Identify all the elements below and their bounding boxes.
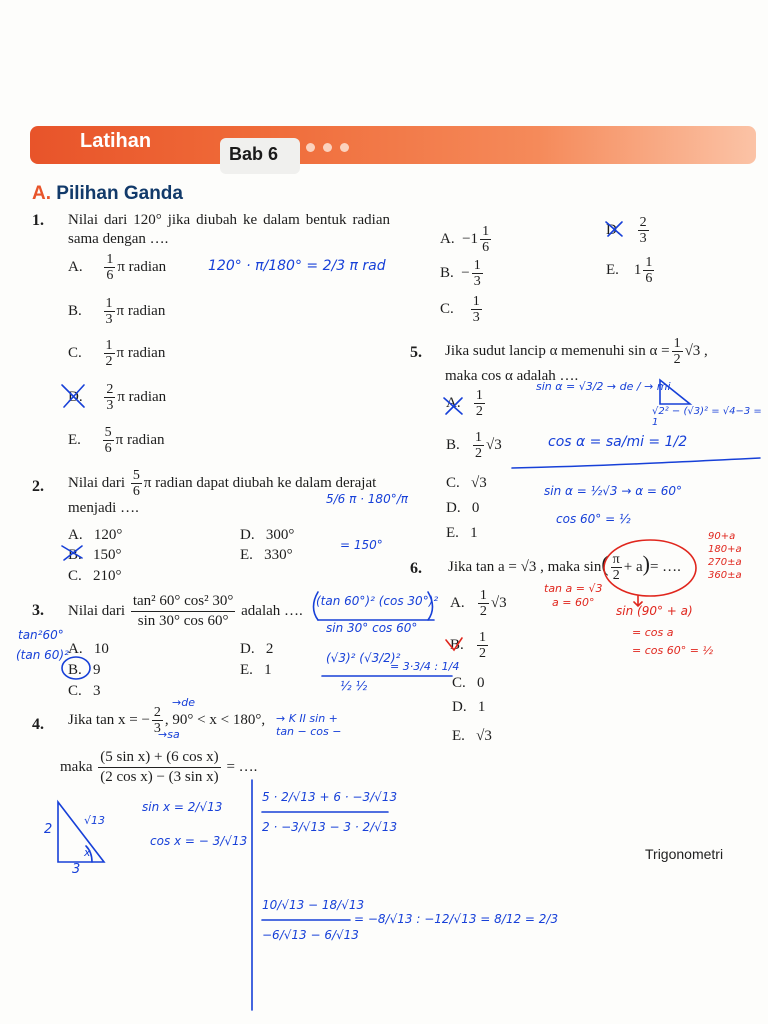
- q4-step2-num: 10/√13 − 18/√13: [262, 898, 365, 912]
- q4-option-a: A. −1 $\frac{1}{6}$: [440, 224, 490, 255]
- q3-option-e: E. 1: [240, 662, 272, 678]
- q1-option-c: C. $\frac{1}{2}$ π radian: [68, 338, 166, 369]
- q1-option-e: E. $\frac{5}{6}$ π radian: [68, 425, 165, 456]
- q3-left-b: (tan 60)²: [16, 648, 69, 662]
- q3-work-top: (tan 60°)² (cos 30°)²: [316, 594, 439, 608]
- q3-option-a: A. 10: [68, 641, 109, 657]
- q4-triangle-side-b: 3: [72, 862, 81, 877]
- q5-option-a: A. $\frac{1}{2}$: [446, 388, 483, 419]
- q4-number: 4.: [32, 716, 44, 733]
- q1-handwork: 120° · π/180° = 2/3 π rad: [208, 258, 386, 274]
- q6-side-note: 90+a 180+a 270±a 360±a: [708, 531, 742, 581]
- q4-option-d: D. $\frac{2}{3}$: [606, 215, 647, 246]
- q5-text: Jika sudut lancip α memenuhi sin α = $\frac{1}{2}$ √3 , maka cos α adalah ….: [445, 336, 708, 384]
- q3-work-mid: (√3)² (√3/2)²: [326, 651, 401, 665]
- q5-option-c: C. √3: [446, 475, 487, 491]
- section-name: Pilihan Ganda: [56, 183, 183, 204]
- q5-cos-note: cos α = sa/mi = 1/2: [548, 434, 688, 450]
- q4-triangle-hyp: √13: [84, 814, 106, 827]
- q4-step2-den: −6/√13 − 6/√13: [262, 928, 359, 942]
- q5-number: 5.: [410, 344, 422, 361]
- q1-option-a: A. $\frac{1}{6}$ π radian: [68, 252, 167, 283]
- q5-option-d: D. 0: [446, 500, 480, 516]
- q4-expression: maka $\frac{\text{(5 sin x) + (6 cos x)}}{\text{(2 cos x) − (3 sin x)}}$ = ….: [60, 749, 258, 785]
- section-letter: A.: [32, 183, 51, 204]
- q4-triangle: [58, 802, 104, 862]
- q4-text: Jika tan x = − $\frac{2}{3}$ , 90° < x < 180°,: [68, 705, 266, 736]
- q4-triangle-side-a: 2: [44, 822, 53, 837]
- q5-underline: [512, 458, 760, 468]
- q2-handwork-a: 5/6 π · 180°/π: [326, 492, 408, 506]
- q3-option-c: C. 3: [68, 683, 101, 699]
- chapter-label: Bab 6: [229, 144, 279, 164]
- q6-number: 6.: [410, 560, 422, 577]
- q4-option-e: E. 1 $\frac{1}{6}$: [606, 255, 653, 286]
- q1-option-d: D. $\frac{2}{3}$ π radian: [68, 382, 167, 413]
- header-dots: [306, 139, 357, 157]
- q3-number: 3.: [32, 602, 44, 619]
- q2-option-a: A. 120°: [68, 527, 123, 543]
- q4-cos-value: cos x = − 3/√13: [150, 834, 248, 848]
- q5-triangle-note: √2² − (√3)² = √4−3 = 1: [652, 406, 762, 428]
- q6-option-c: C. 0: [452, 675, 485, 691]
- q4-arrow-de: →de: [172, 696, 195, 709]
- q2-handwork-b: = 150°: [340, 538, 383, 552]
- q2-text: Nilai dari $\frac{5}{6}$ π radian dapat diubah ke dalam derajat menjadi ….: [68, 468, 377, 516]
- q6-option-b: B. $\frac{1}{2}$: [450, 630, 487, 661]
- q6-option-e: E. √3: [452, 728, 492, 744]
- q5-option-e: E. 1: [446, 525, 478, 541]
- q2-number: 2.: [32, 478, 44, 495]
- q5-sin-note-2: sin α = ½√3 → α = 60°: [544, 484, 683, 498]
- q2-option-b: B. 150°: [68, 547, 122, 563]
- footer-chapter-name: Trigonometri: [645, 846, 724, 862]
- q3-work-result: = 3·3/4 : 1/4: [390, 660, 460, 673]
- q4-step3: = −8/√13 : −12/√13 = 8/12 = 2/3: [354, 912, 559, 926]
- q2-option-e: E. 330°: [240, 547, 293, 563]
- q4-step1-den: 2 · −3/√13 − 3 · 2/√13: [262, 820, 398, 834]
- q3-work-top-den: sin 30° cos 60°: [326, 621, 418, 635]
- q4-option-b: B. − $\frac{1}{3}$: [440, 258, 481, 289]
- q2-option-c: C. 210°: [68, 568, 122, 584]
- q1-number: 1.: [32, 212, 44, 229]
- q2-option-d: D. 300°: [240, 527, 295, 543]
- section-title: [32, 183, 183, 205]
- q5-option-b: B. $\frac{1}{2}$ √3: [446, 430, 502, 461]
- q3-option-d: D. 2: [240, 641, 274, 657]
- q4-step1-num: 5 · 2/√13 + 6 · −3/√13: [262, 790, 398, 804]
- q3-work-mid-den: ½ ½: [340, 679, 368, 693]
- q6-result-note: = cos 60° = ½: [632, 644, 714, 657]
- q6-sin-note: sin (90° + a): [616, 604, 693, 618]
- q5-cos-note-2: cos 60° = ½: [556, 512, 631, 526]
- q6-cos-note: = cos a: [632, 626, 674, 639]
- q1-text: Nilai dari 120° jika diubah ke dalam bentuk radian sama dengan ….: [68, 212, 390, 247]
- q3-left-a: tan²60°: [18, 628, 64, 642]
- q6-text: Jika tan a = √3 , maka sin( $\frac{\pi}{2}$ + a)= ….: [448, 550, 681, 583]
- q4-sin-value: sin x = 2/√13: [142, 800, 223, 814]
- header-title: Latihan: [80, 130, 152, 152]
- q4-option-c: C. $\frac{1}{3}$: [440, 294, 480, 325]
- q4-triangle-angle: x: [84, 846, 91, 859]
- q1-option-b: B. $\frac{1}{3}$ π radian: [68, 296, 166, 327]
- q3-text: Nilai dari $\frac{\text{tan² 60° cos² 30°}}{\sin 30^\circ \cos 60^\circ}$ adalah ….: [68, 593, 303, 629]
- q6-option-d: D. 1: [452, 699, 486, 715]
- q4-arrow-sa: →sa: [158, 728, 180, 741]
- q5-sin-note: sin α = √3/2 → de / → mi: [536, 380, 671, 393]
- q6-option-a: A. $\frac{1}{2}$ √3: [450, 588, 507, 619]
- q3-option-b: B. 9: [68, 662, 101, 678]
- q6-tan-note: tan a = √3: [544, 582, 603, 595]
- q4-quadrant-note: → K II sin + tan − cos −: [276, 712, 342, 738]
- q6-angle-note: a = 60°: [552, 596, 595, 609]
